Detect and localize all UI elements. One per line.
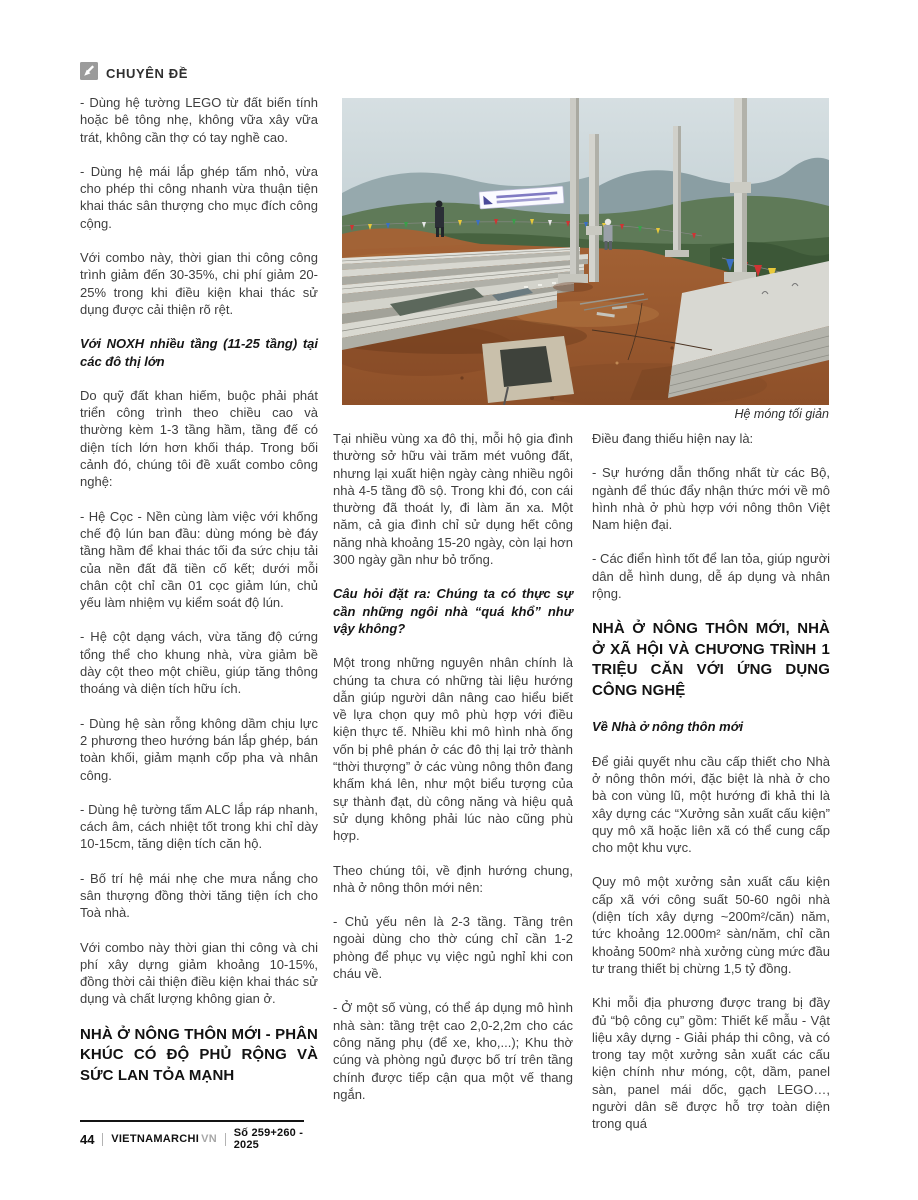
subsection-heading: Câu hỏi đặt ra: Chúng ta có thực sự cần những ngôi nhà “quá khổ” như vậy không? bbox=[333, 586, 573, 636]
column-right bbox=[592, 430, 830, 1150]
paragraph: Theo chúng tôi, về định hướng chung, nhà ở nông thôn mới nên: bbox=[333, 862, 573, 895]
paragraph: - Dùng hệ mái lắp ghép tấm nhỏ, vừa cho phép thi công nhanh vừa thuận tiện khai thác sân thượng cho mục đích công cộng. bbox=[80, 163, 318, 231]
construction-photo-art bbox=[342, 98, 829, 405]
paragraph: - Sự hướng dẫn thống nhất từ các Bộ, ngành để thúc đẩy nhận thức mới về mô hình nhà ở phù hợp với nông thôn Việt Nam hiện đại. bbox=[592, 465, 830, 533]
construction-photo bbox=[342, 98, 829, 405]
column-left bbox=[80, 94, 318, 1103]
column-middle bbox=[333, 430, 573, 1120]
page-number: 44 bbox=[80, 1131, 95, 1147]
paragraph: Với combo này, thời gian thi công công trình giảm đến 30-35%, chi phí giảm 20-25% trong khi điều kiện khai thác sử dụng được cải thiện rõ rệt. bbox=[80, 250, 318, 317]
foundation-pit bbox=[482, 336, 574, 405]
paragraph: - Các điển hình tốt để lan tỏa, giúp người dân dễ hình dung, dễ áp dụng và nhân rộng. bbox=[592, 551, 830, 602]
paragraph: - Dùng hệ tường tấm ALC lắp ráp nhanh, cách âm, cách nhiệt tốt trong khi chỉ dày 10-15cm, tăng diện tích căn hộ. bbox=[80, 801, 318, 852]
subsection-heading: Với NOXH nhiều tầng (11-25 tầng) tại các đô thị lớn bbox=[80, 336, 318, 369]
section-label: CHUYÊN ĐỀ bbox=[106, 66, 188, 81]
brand-main: VIETNAMARCHI bbox=[111, 1133, 200, 1145]
paragraph: Quy mô một xưởng sản xuất cấu kiện cấp xã với công suất 50-60 ngôi nhà (diện tích xây dựng ~200m²/căn) năm, tức khoảng 12.000m² sàn/năm, chỉ cần khoảng 500m² nhà xưởng cùng mức đầu tư trang thiết bị chừng 1,5 tỷ đồng. bbox=[592, 874, 830, 976]
paragraph: Điều đang thiếu hiện nay là: bbox=[592, 431, 754, 446]
photo-caption: Hệ móng tối giản bbox=[734, 407, 829, 421]
paragraph: - Bố trí hệ mái nhẹ che mưa nắng cho sân thượng đồng thời tăng tiện ích cho Toà nhà. bbox=[80, 870, 318, 921]
footer-divider bbox=[225, 1133, 226, 1146]
brand-suffix: VN bbox=[201, 1133, 218, 1145]
paragraph: - Hệ cột dạng vách, vừa tăng độ cứng tổng thể cho khung nhà, vừa giảm bề dày cột theo một chiều, giúp tăng thông thoáng và diện tích hữu ích. bbox=[80, 629, 318, 697]
brand-name bbox=[111, 1133, 217, 1145]
paragraph: Với combo này thời gian thi công và chi phí xây dựng giảm khoảng 10-15%, đồng thời cải thiện điều kiện khai thác sử dụng và chất lượng không gian ở. bbox=[80, 939, 318, 1007]
subsection-heading: Về Nhà ở nông thôn mới bbox=[592, 719, 744, 735]
chuyen-de-logo-icon bbox=[80, 62, 98, 85]
paragraph: Một trong những nguyên nhân chính là chúng ta chưa có những tài liệu hướng dẫn giúp người dân nâng cao hiểu biết về lựa chọn quy mô phù hợp với điều kiện thực tế. Nhiều khi mô hình nhà ống vốn bị phê phán ở các đô thị lại trở thành “thời thượng” ở các vùng nông thôn đang khấm khá lên, như một biểu tượng của sự thành đạt, dù công năng và hiệu quả sử dụng không phải lúc nào cũng phù hợp. bbox=[333, 655, 573, 844]
section-heading: NHÀ Ở NÔNG THÔN MỚI, NHÀ Ở XÃ HỘI VÀ CHƯƠNG TRÌNH 1 TRIỆU CĂN VỚI ỨNG DỤNG CÔNG NGHỆ bbox=[592, 620, 830, 699]
paragraph: Tại nhiều vùng xa đô thị, mỗi hộ gia đình thường sở hữu vài trăm mét vuông đất, nhưng lại xuất hiện ngày càng nhiều ngôi nhà 4-5 tầng đồ sộ. Trong khi đó, con cái thường đã thoát ly, đi làm ăn xa. Một năm, cả gia đình chỉ sử dụng hết công năng nhà khoảng 15-20 ngày, còn lại hơn 300 ngày gần như bỏ trống. bbox=[333, 431, 573, 568]
page-footer bbox=[80, 1120, 304, 1151]
issue-number: Số 259+260 - 2025 bbox=[233, 1127, 304, 1151]
paragraph: - Dùng hệ sàn rỗng không dầm chịu lực 2 phương theo hướng bán lắp ghép, bán toàn khối, giảm mạnh cốp pha và nhân công. bbox=[80, 715, 318, 783]
footer-divider bbox=[102, 1133, 103, 1146]
page-header bbox=[80, 62, 188, 85]
section-heading: NHÀ Ở NÔNG THÔN MỚI - PHÂN KHÚC CÓ ĐỘ PHỦ RỘNG VÀ SỨC LAN TỎA MẠNH bbox=[80, 1025, 318, 1084]
paragraph: Khi mỗi địa phương được trang bị đầy đủ “bộ công cụ” gồm: Thiết kế mẫu - Vật liệu xây dựng - Giải pháp thi công, và có trong tay một xưởng sản xuất các cấu kiện chính như móng, cột, dầm, panel sàn, panel mái dốc, gạch LEGO…, người dân sẽ được hỗ trợ toàn diện trong quá bbox=[592, 995, 830, 1132]
paragraph: - Ở một số vùng, có thể áp dụng mô hình nhà sàn: tầng trệt cao 2,0-2,2m cho các công năng phụ (để xe, kho,...); Khu thờ cúng và phòng ngủ được bố trí trên tầng chính được tiếp cận qua một vế thang ngắn. bbox=[333, 1000, 573, 1102]
paragraph: - Hệ Cọc - Nền cùng làm việc với khống chế độ lún ban đầu: dùng móng bè đáy tầng hầm để khai thác tối đa sức chịu tải của nền đất đã tiền cố kết; dưới mỗi chân cột chỉ cần 01 cọc giảm lún, chủ yếu làm nhiệm vụ kiểm soát độ lún. bbox=[80, 508, 318, 611]
paragraph: - Dùng hệ tường LEGO từ đất biến tính hoặc bê tông nhẹ, không vữa xây vữa trát, không cần thợ có tay nghề cao. bbox=[80, 95, 318, 145]
paragraph: Do quỹ đất khan hiếm, buộc phải phát triển công trình theo chiều cao và thường kèm 1-3 tầng hầm, tầng đế có diện tích lớn hơn khối tháp. Trong bối cảnh đó, chúng tôi đề xuất combo công nghệ: bbox=[80, 387, 318, 490]
paragraph: - Chủ yếu nên là 2-3 tầng. Tầng trên ngoài dùng cho thờ cúng chỉ cần 1-2 phòng để phục vụ việc ngủ nghỉ khi con cháu về. bbox=[333, 914, 573, 982]
paragraph: Để giải quyết nhu cầu cấp thiết cho Nhà ở nông thôn mới, đặc biệt là nhà ở cho bà con vùng lũ, một hướng đi khả thi là xây dựng các “Xưởng sản xuất cấu kiện” quy mô xã hoặc liên xã có thể cung cấp cho một khu vực. bbox=[592, 753, 830, 856]
